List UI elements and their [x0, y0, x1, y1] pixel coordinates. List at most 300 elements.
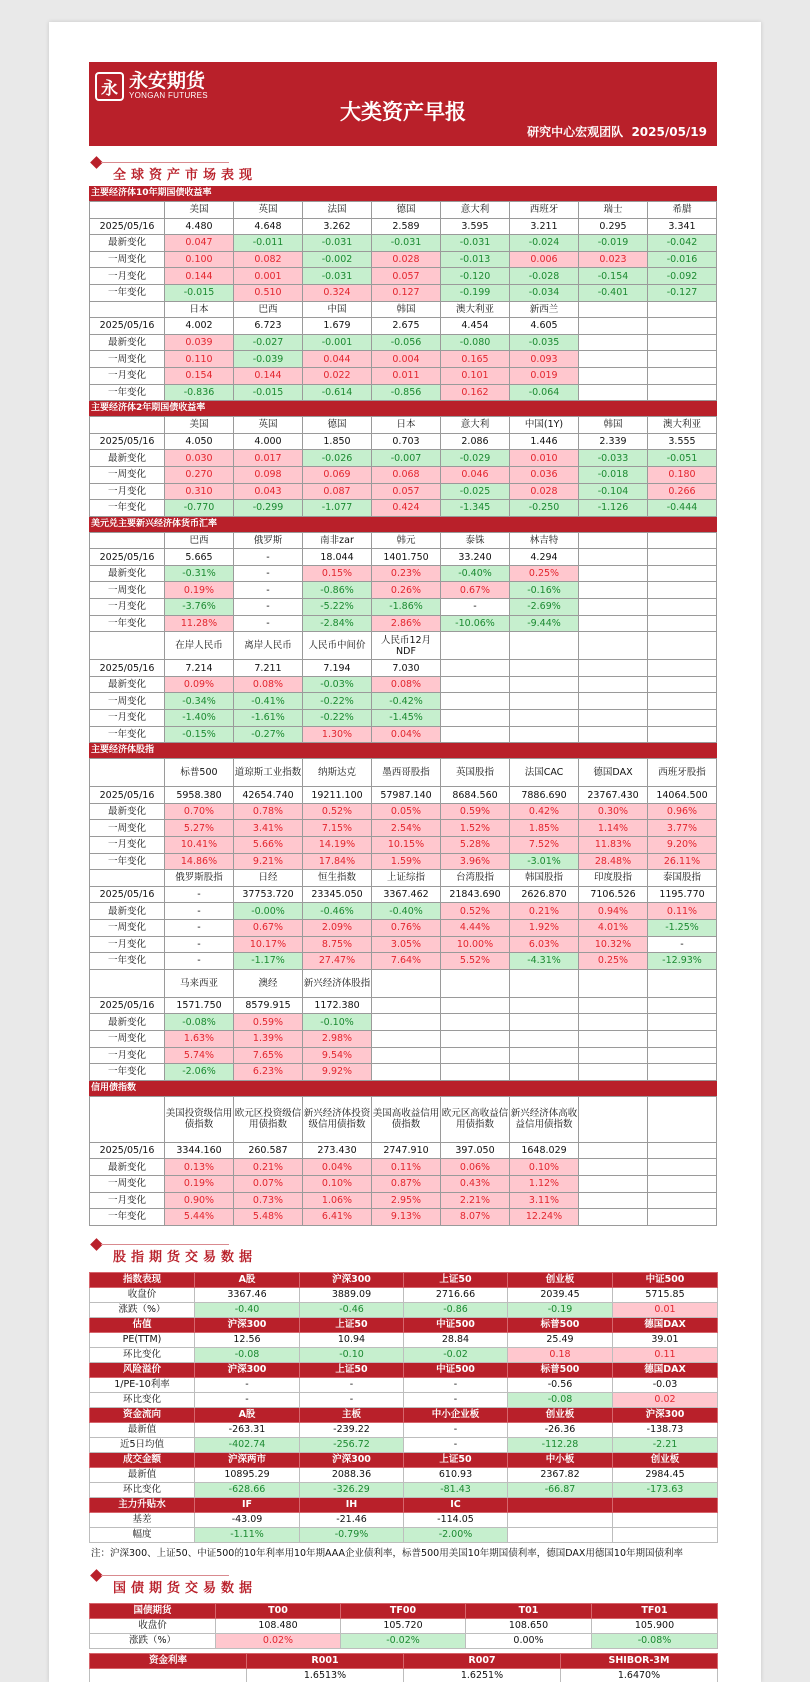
- data-row: [90, 500, 717, 517]
- column-header: R007: [404, 1653, 561, 1668]
- data-cell: 0.67%: [441, 582, 510, 599]
- column-header: 日经: [234, 870, 303, 887]
- data-row: [90, 1192, 717, 1209]
- data-cell: -0.40: [195, 1302, 300, 1317]
- column-header: R001: [247, 1653, 404, 1668]
- data-cell: -0.026: [303, 450, 372, 467]
- data-row: [90, 1030, 717, 1047]
- data-row: [90, 367, 717, 384]
- data-cell: 0.047: [165, 235, 234, 252]
- data-cell: [372, 1014, 441, 1031]
- data-cell: -: [404, 1377, 508, 1392]
- data-cell: 9.21%: [234, 853, 303, 870]
- data-cell: 2.86%: [372, 615, 441, 632]
- data-cell: [441, 997, 510, 1014]
- data-cell: 0.046: [441, 466, 510, 483]
- data-cell: 5.665: [165, 549, 234, 566]
- data-cell: [648, 676, 717, 693]
- data-cell: [508, 1512, 613, 1527]
- table-subheader: 信用债指数: [89, 1081, 717, 1096]
- data-cell: -256.72: [300, 1437, 404, 1452]
- table-subheader: 主要经济体2年期国债收益率: [89, 401, 717, 416]
- data-cell: -4.31%: [510, 953, 579, 970]
- report-meta: [527, 123, 707, 140]
- data-cell: [579, 1064, 648, 1081]
- row-label: 2025/05/16: [90, 660, 165, 677]
- data-cell: [648, 1175, 717, 1192]
- data-cell: 0.11: [613, 1347, 718, 1362]
- data-cell: 7886.690: [510, 787, 579, 804]
- data-cell: -0.013: [441, 251, 510, 268]
- data-cell: 2039.45: [508, 1287, 613, 1302]
- data-cell: -0.770: [165, 500, 234, 517]
- column-header: SHIBOR-3M: [561, 1653, 718, 1668]
- data-cell: -0.127: [648, 284, 717, 301]
- data-row: [90, 1142, 717, 1159]
- data-cell: -114.05: [404, 1512, 508, 1527]
- row-label: 风险溢价: [90, 1362, 195, 1377]
- column-header: 泰铢: [441, 532, 510, 549]
- column-header: 德国DAX: [579, 759, 648, 787]
- column-header: T00: [216, 1603, 341, 1618]
- data-cell: 0.030: [165, 450, 234, 467]
- data-cell: -0.08%: [165, 1014, 234, 1031]
- data-cell: -0.056: [372, 334, 441, 351]
- data-cell: 7106.526: [579, 886, 648, 903]
- data-cell: 3.11%: [510, 1192, 579, 1209]
- data-cell: -: [404, 1422, 508, 1437]
- column-header: IH: [300, 1497, 404, 1512]
- column-header: [648, 1096, 717, 1142]
- data-cell: -0.40%: [441, 565, 510, 582]
- row-label: 收盘价: [90, 1287, 195, 1302]
- data-cell: -1.077: [303, 500, 372, 517]
- data-cell: 2.339: [579, 433, 648, 450]
- row-label: 最新变化: [90, 803, 165, 820]
- data-cell: 1.6470%: [561, 1668, 718, 1682]
- data-cell: -0.16%: [510, 582, 579, 599]
- data-cell: 57987.140: [372, 787, 441, 804]
- row-label: 一周变化: [90, 582, 165, 599]
- column-header: 法国CAC: [510, 759, 579, 787]
- row-label: 2025/05/16: [90, 787, 165, 804]
- data-cell: -0.034: [510, 284, 579, 301]
- data-row: [90, 1209, 717, 1226]
- data-cell: 5.27%: [165, 820, 234, 837]
- data-row: [90, 1047, 717, 1064]
- data-cell: -1.40%: [165, 710, 234, 727]
- data-cell: 0.324: [303, 284, 372, 301]
- row-label: 2025/05/16: [90, 886, 165, 903]
- data-cell: 25.49: [508, 1332, 613, 1347]
- column-header: 沪深300: [300, 1452, 404, 1467]
- data-row: [90, 660, 717, 677]
- data-cell: 0.004: [372, 351, 441, 368]
- column-header: 英国: [234, 417, 303, 434]
- row-label: 一周变化: [90, 919, 165, 936]
- data-cell: -0.86: [404, 1302, 508, 1317]
- data-cell: 5.48%: [234, 1209, 303, 1226]
- data-cell: [648, 1159, 717, 1176]
- data-row: [90, 450, 717, 467]
- data-cell: [510, 1030, 579, 1047]
- data-row: [90, 1287, 718, 1302]
- data-row: [90, 599, 717, 616]
- data-cell: -0.02: [404, 1347, 508, 1362]
- data-cell: 2626.870: [510, 886, 579, 903]
- divider: [101, 1244, 229, 1245]
- data-cell: [613, 1527, 718, 1542]
- data-cell: 14.19%: [303, 837, 372, 854]
- data-table: [89, 1096, 717, 1226]
- data-cell: -9.44%: [510, 615, 579, 632]
- column-header: TF01: [592, 1603, 718, 1618]
- data-row: [90, 1467, 718, 1482]
- data-cell: -0.033: [579, 450, 648, 467]
- data-cell: [648, 367, 717, 384]
- row-label: 一月变化: [90, 710, 165, 727]
- column-header: 上证综指: [372, 870, 441, 887]
- data-cell: -: [234, 582, 303, 599]
- data-table: [89, 416, 717, 517]
- column-header: 创业板: [508, 1407, 613, 1422]
- data-cell: -0.56: [508, 1377, 613, 1392]
- data-cell: 7.211: [234, 660, 303, 677]
- data-cell: -0.08: [508, 1392, 613, 1407]
- data-cell: 0.036: [510, 466, 579, 483]
- column-header: 美国投资级信用债指数: [165, 1096, 234, 1142]
- row-label: 收盘价: [90, 1618, 216, 1633]
- column-header: 上证50: [404, 1452, 508, 1467]
- column-header: 美国: [165, 202, 234, 219]
- data-cell: -1.11%: [195, 1527, 300, 1542]
- header-cell: [90, 969, 165, 997]
- data-cell: -0.154: [579, 268, 648, 285]
- data-cell: 3.555: [648, 433, 717, 450]
- data-cell: 28.48%: [579, 853, 648, 870]
- column-header: 瑞士: [579, 202, 648, 219]
- data-cell: 0.295: [579, 218, 648, 235]
- data-cell: -0.299: [234, 500, 303, 517]
- data-cell: 9.54%: [303, 1047, 372, 1064]
- data-cell: 0.59%: [234, 1014, 303, 1031]
- data-cell: [441, 1014, 510, 1031]
- column-header: 创业板: [508, 1272, 613, 1287]
- header-row: [90, 1362, 718, 1377]
- data-cell: 2088.36: [300, 1467, 404, 1482]
- data-cell: 0.028: [372, 251, 441, 268]
- column-header: 德国DAX: [613, 1317, 718, 1332]
- column-header: 日本: [372, 417, 441, 434]
- data-cell: 2.589: [372, 218, 441, 235]
- column-header: 中小企业板: [404, 1407, 508, 1422]
- data-cell: [648, 1142, 717, 1159]
- data-cell: [579, 676, 648, 693]
- data-cell: -0.035: [510, 334, 579, 351]
- header-cell: [90, 301, 165, 318]
- data-row: [90, 1482, 718, 1497]
- data-cell: 8684.560: [441, 787, 510, 804]
- data-cell: 0.006: [510, 251, 579, 268]
- data-cell: -112.28: [508, 1437, 613, 1452]
- data-row: [90, 853, 717, 870]
- data-row: [90, 953, 717, 970]
- data-row: [90, 1527, 718, 1542]
- data-cell: [648, 693, 717, 710]
- data-cell: -1.345: [441, 500, 510, 517]
- data-row: [90, 549, 717, 566]
- data-cell: [579, 1192, 648, 1209]
- data-cell: [441, 1047, 510, 1064]
- column-header: A股: [195, 1272, 300, 1287]
- header-row: [90, 1272, 718, 1287]
- row-label: 最新变化: [90, 903, 165, 920]
- data-cell: -0.401: [579, 284, 648, 301]
- data-cell: 0.08%: [372, 676, 441, 693]
- data-cell: 5.66%: [234, 837, 303, 854]
- data-cell: -0.031: [303, 268, 372, 285]
- data-cell: 1.12%: [510, 1175, 579, 1192]
- data-cell: -0.03: [613, 1377, 718, 1392]
- data-cell: 9.92%: [303, 1064, 372, 1081]
- data-cell: 0.310: [165, 483, 234, 500]
- data-cell: 0.42%: [510, 803, 579, 820]
- data-cell: -0.856: [372, 384, 441, 401]
- data-cell: 7.214: [165, 660, 234, 677]
- data-cell: -: [300, 1392, 404, 1407]
- data-cell: [510, 676, 579, 693]
- data-cell: 7.15%: [303, 820, 372, 837]
- data-row: [90, 433, 717, 450]
- data-cell: 0.144: [165, 268, 234, 285]
- data-row: [90, 1377, 718, 1392]
- header-row: [90, 870, 717, 887]
- data-row: [90, 235, 717, 252]
- data-cell: -1.17%: [234, 953, 303, 970]
- data-cell: -0.199: [441, 284, 510, 301]
- data-cell: -0.011: [234, 235, 303, 252]
- data-cell: 0.039: [165, 334, 234, 351]
- column-header: 马来西亚: [165, 969, 234, 997]
- data-cell: -2.21: [613, 1437, 718, 1452]
- data-cell: [648, 615, 717, 632]
- data-cell: 10.41%: [165, 837, 234, 854]
- data-cell: -: [648, 936, 717, 953]
- column-header: [648, 532, 717, 549]
- data-row: [90, 693, 717, 710]
- data-cell: 1.850: [303, 433, 372, 450]
- data-cell: -0.15%: [165, 726, 234, 743]
- data-cell: 0.00%: [466, 1633, 592, 1648]
- data-cell: 28.84: [404, 1332, 508, 1347]
- data-cell: 3.341: [648, 218, 717, 235]
- column-header: 墨西哥股指: [372, 759, 441, 787]
- data-cell: 0.019: [510, 367, 579, 384]
- row-label: 一月变化: [90, 1192, 165, 1209]
- data-cell: -0.42%: [372, 693, 441, 710]
- header-row: [90, 759, 717, 787]
- data-cell: -0.46%: [303, 903, 372, 920]
- row-label: 一周变化: [90, 466, 165, 483]
- data-cell: 21843.690: [441, 886, 510, 903]
- data-cell: [579, 615, 648, 632]
- data-cell: 0.23%: [372, 565, 441, 582]
- data-cell: [579, 1030, 648, 1047]
- data-cell: -: [234, 565, 303, 582]
- data-cell: 14064.500: [648, 787, 717, 804]
- section-title: 国债期货交易数据: [113, 1580, 258, 1596]
- data-cell: 10.32%: [579, 936, 648, 953]
- row-label: 一年变化: [90, 615, 165, 632]
- column-header: 意大利: [441, 202, 510, 219]
- data-cell: -: [165, 953, 234, 970]
- data-row: [90, 218, 717, 235]
- data-cell: -0.22%: [303, 710, 372, 727]
- data-row: [90, 726, 717, 743]
- data-cell: -0.015: [165, 284, 234, 301]
- data-cell: [510, 726, 579, 743]
- data-cell: [579, 997, 648, 1014]
- row-label: 环比变化: [90, 1392, 195, 1407]
- row-label: 一年变化: [90, 1064, 165, 1081]
- data-cell: 1.6251%: [404, 1668, 561, 1682]
- column-header: 上证50: [300, 1362, 404, 1377]
- row-label: 最新值: [90, 1422, 195, 1437]
- data-cell: [648, 582, 717, 599]
- data-cell: -263.31: [195, 1422, 300, 1437]
- column-header: 中小板: [508, 1452, 613, 1467]
- data-cell: 10.00%: [441, 936, 510, 953]
- column-header: 意大利: [441, 417, 510, 434]
- logo-cn-text: 永安期货: [129, 70, 206, 92]
- data-cell: 0.18: [508, 1347, 613, 1362]
- column-header: 美国高收益信用债指数: [372, 1096, 441, 1142]
- data-row: [90, 710, 717, 727]
- data-row: [90, 1512, 718, 1527]
- data-cell: 1648.029: [510, 1142, 579, 1159]
- data-cell: 2747.910: [372, 1142, 441, 1159]
- column-header: [441, 969, 510, 997]
- data-row: [90, 615, 717, 632]
- data-cell: 2.086: [441, 433, 510, 450]
- row-label: 一周变化: [90, 251, 165, 268]
- data-cell: 11.83%: [579, 837, 648, 854]
- data-cell: [579, 334, 648, 351]
- data-cell: -0.86%: [303, 582, 372, 599]
- data-cell: 1.63%: [165, 1030, 234, 1047]
- data-cell: 0.04%: [372, 726, 441, 743]
- data-cell: [613, 1512, 718, 1527]
- data-cell: 610.93: [404, 1467, 508, 1482]
- column-header: [508, 1497, 613, 1512]
- data-cell: 0.266: [648, 483, 717, 500]
- data-cell: 108.480: [216, 1618, 341, 1633]
- header-cell: [90, 632, 165, 660]
- data-cell: 0.010: [510, 450, 579, 467]
- data-cell: 0.510: [234, 284, 303, 301]
- data-cell: 0.154: [165, 367, 234, 384]
- data-cell: 0.96%: [648, 803, 717, 820]
- data-cell: 0.11%: [648, 903, 717, 920]
- data-cell: [648, 549, 717, 566]
- data-cell: [372, 1047, 441, 1064]
- row-label: 资金流向: [90, 1407, 195, 1422]
- row-label: 一年变化: [90, 1209, 165, 1226]
- column-header: TF00: [341, 1603, 466, 1618]
- data-cell: 8.07%: [441, 1209, 510, 1226]
- data-cell: 397.050: [441, 1142, 510, 1159]
- data-cell: 1.30%: [303, 726, 372, 743]
- data-cell: 4.648: [234, 218, 303, 235]
- data-cell: -: [234, 549, 303, 566]
- column-header: 在岸人民币: [165, 632, 234, 660]
- logo-mark-icon: 永: [95, 72, 124, 101]
- data-cell: [579, 1142, 648, 1159]
- column-header: 上证50: [300, 1317, 404, 1332]
- data-cell: 7.52%: [510, 837, 579, 854]
- data-cell: 1.59%: [372, 853, 441, 870]
- data-cell: 8579.915: [234, 997, 303, 1014]
- data-cell: -2.84%: [303, 615, 372, 632]
- data-row: [90, 251, 717, 268]
- data-cell: -10.06%: [441, 615, 510, 632]
- data-cell: 1.06%: [303, 1192, 372, 1209]
- data-cell: 0.028: [510, 483, 579, 500]
- data-cell: 9.13%: [372, 1209, 441, 1226]
- data-cell: -0.007: [372, 450, 441, 467]
- data-cell: 0.26%: [372, 582, 441, 599]
- data-cell: [579, 582, 648, 599]
- column-header: [648, 632, 717, 660]
- data-cell: -0.031: [303, 235, 372, 252]
- data-cell: -0.016: [648, 251, 717, 268]
- data-cell: -: [165, 886, 234, 903]
- data-cell: [510, 1064, 579, 1081]
- data-cell: -3.01%: [510, 853, 579, 870]
- data-cell: 12.24%: [510, 1209, 579, 1226]
- data-cell: 19211.100: [303, 787, 372, 804]
- row-label: 涨跌（%）: [90, 1633, 216, 1648]
- data-cell: -0.40%: [372, 903, 441, 920]
- data-cell: [579, 1209, 648, 1226]
- data-cell: -326.29: [300, 1482, 404, 1497]
- data-cell: -0.064: [510, 384, 579, 401]
- header-cell: [90, 759, 165, 787]
- data-row: [90, 886, 717, 903]
- data-cell: 2.95%: [372, 1192, 441, 1209]
- row-label: 一年变化: [90, 500, 165, 517]
- data-cell: 2.09%: [303, 919, 372, 936]
- data-cell: 0.15%: [303, 565, 372, 582]
- data-cell: -: [195, 1392, 300, 1407]
- row-label: 一月变化: [90, 483, 165, 500]
- data-cell: [648, 318, 717, 335]
- data-cell: 17.84%: [303, 853, 372, 870]
- data-row: [90, 483, 717, 500]
- column-header: 标普500: [508, 1317, 613, 1332]
- column-header: 新兴经济体股指: [303, 969, 372, 997]
- data-cell: -0.41%: [234, 693, 303, 710]
- data-cell: 0.19%: [165, 1175, 234, 1192]
- data-row: [90, 334, 717, 351]
- column-header: 中国(1Y): [510, 417, 579, 434]
- data-cell: [579, 693, 648, 710]
- data-cell: [648, 1014, 717, 1031]
- data-cell: 42654.740: [234, 787, 303, 804]
- data-cell: [648, 565, 717, 582]
- data-cell: 5.44%: [165, 1209, 234, 1226]
- data-cell: 14.86%: [165, 853, 234, 870]
